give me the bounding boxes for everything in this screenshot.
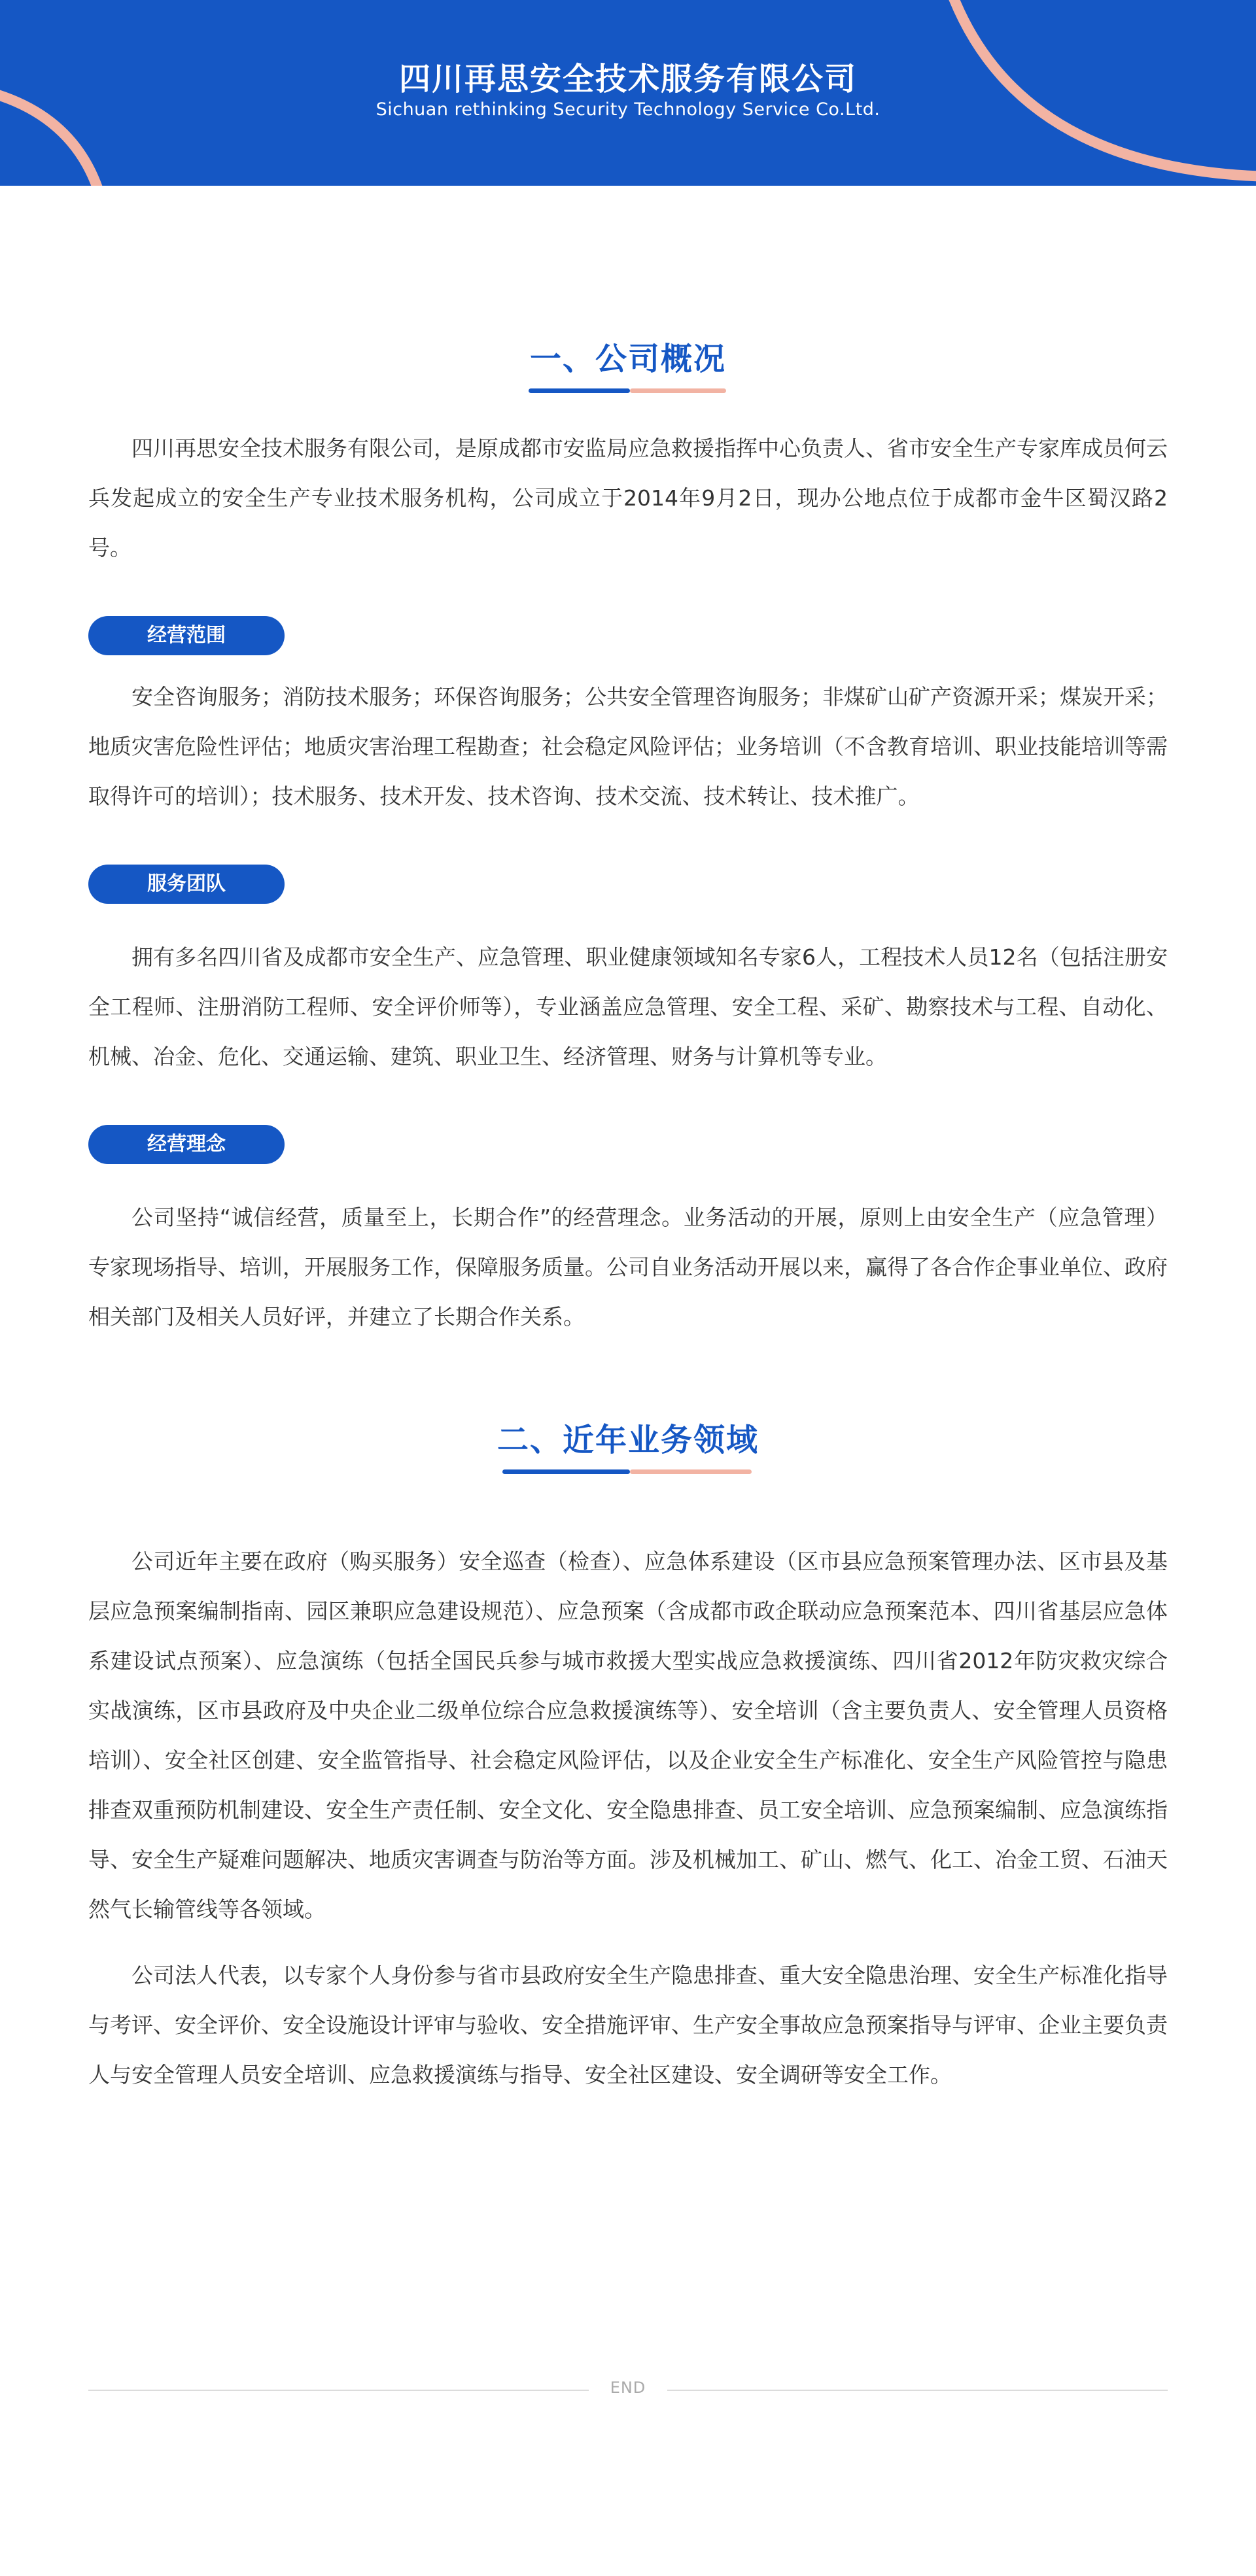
badge-business-scope: 经营范围 bbox=[88, 616, 285, 655]
badge-business-philosophy: 经营理念 bbox=[88, 1125, 285, 1164]
business-areas-paragraph: 公司近年主要在政府（购买服务）安全巡查（检查）、应急体系建设（区市县应急预案管理办法、区市县及基层应急预案编制指南、园区兼职应急建设规范）、应急预案（含成都市政企联动应急预案范本、四川省基层应急体系建设试点预案）、应急演练（包括全国民兵参与城市救援大型实战应急救援演练、四川省2012年防灾救灾综合实战演练，区市县政府及中央企业二级单位综合应急救援演练等）、安全培训（含主要负责人、安全管理人员资格培训）、安全社区创建、安全监管指导、社会稳定风险评估，以及企业安全生产标准化、安全生产风险管控与隐患排查双重预防机制建设、安全生产责任制、安全文化、安全隐患排查、员工安全培训、应急预案编制、应急演练指导、安全生产疑难问题解决、地质灾害调查与防治等方面。涉及机械加工、矿山、燃气、化工、冶金工贸、石油天然气长输管线等各领域。 bbox=[88, 1549, 1168, 1922]
badge-service-team: 服务团队 bbox=[88, 865, 285, 904]
section-underline-pink bbox=[630, 1469, 752, 1474]
service-team-paragraph: 拥有多名四川省及成都市安全生产、应急管理、职业健康领域知名专家6人，工程技术人员12名（包括注册安全工程师、注册消防工程师、安全评价师等），专业涵盖应急管理、安全工程、采矿、勘察技术与工程、自动化、机械、冶金、危化、交通运输、建筑、职业卫生、经济管理、财务与计算机等专业。 bbox=[88, 944, 1168, 1069]
section-underline-pink bbox=[630, 388, 726, 393]
business-scope-paragraph: 安全咨询服务；消防技术服务；环保咨询服务；公共安全管理咨询服务；非煤矿山矿产资源开采；煤炭开采；地质灾害危险性评估；地质灾害治理工程勘查；社会稳定风险评估；业务培训（不含教育培训、职业技能培训等需取得许可的培训）；技术服务、技术开发、技术咨询、技术交流、技术转让、技术推广。 bbox=[88, 684, 1168, 809]
end-divider-right bbox=[667, 2390, 1168, 2391]
section-title-overview: 一、公司概况 bbox=[529, 341, 726, 377]
company-name-en: Sichuan rethinking Security Technology Service Co.Ltd. bbox=[375, 99, 881, 120]
section-underline-blue bbox=[529, 388, 630, 393]
company-intro-paragraph: 四川再思安全技术服务有限公司，是原成都市安监局应急救援指挥中心负责人、省市安全生产专家库成员何云兵发起成立的安全生产专业技术服务机构，公司成立于2014年9月2日，现办公地点位于成都市金牛区蜀汉路2号。 bbox=[88, 436, 1168, 560]
business-philosophy-paragraph: 公司坚持“诚信经营，质量至上，长期合作”的经营理念。业务活动的开展，原则上由安全生产（应急管理）专家现场指导、培训，开展服务工作，保障服务质量。公司自业务活动开展以来，赢得了各合作企事业单位、政府相关部门及相关人员好评，并建立了长期合作关系。 bbox=[88, 1205, 1168, 1330]
end-label: END bbox=[610, 2379, 646, 2397]
company-name-cn: 四川再思安全技术服务有限公司 bbox=[398, 61, 857, 97]
section-underline-blue bbox=[502, 1469, 630, 1474]
section-title-business-areas: 二、近年业务领域 bbox=[497, 1422, 759, 1458]
header-banner bbox=[0, 0, 1256, 186]
legal-rep-paragraph: 公司法人代表，以专家个人身份参与省市县政府安全生产隐患排查、重大安全隐患治理、安全生产标准化指导与考评、安全评价、安全设施设计评审与验收、安全措施评审、生产安全事故应急预案指导与评审、企业主要负责人与安全管理人员安全培训、应急救援演练与指导、安全社区建设、安全调研等安全工作。 bbox=[88, 1963, 1168, 2087]
end-divider-left bbox=[88, 2390, 589, 2391]
